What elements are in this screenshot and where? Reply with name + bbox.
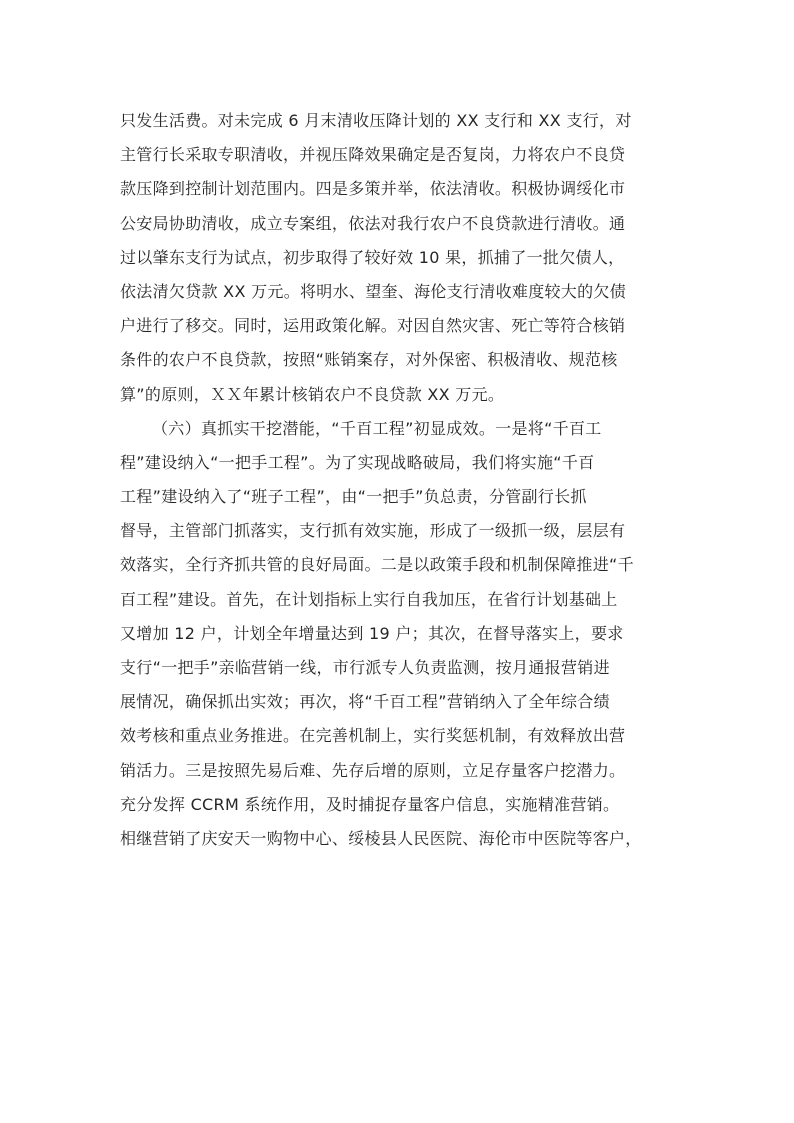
text-line: 程”建设纳入“一把手工程”。为了实现战略破局，我们将实施“千百 — [120, 452, 595, 472]
text-line: 百工程”建设。首先，在计划指标上实行自我加压，在省行计划基础上 — [120, 589, 618, 609]
text-line: 销活力。三是按照先易后难、先存后增的原则，立足存量客户挖潜力。 — [120, 760, 626, 780]
text-line: 相继营销了庆安天一购物中心、绥棱县人民医院、海伦市中医院等客户， — [120, 828, 642, 848]
text-line: 款压降到控制计划范围内。四是多策并举，依法清收。积极协调绥化市 — [120, 179, 626, 199]
text-line: 工程”建设纳入了“班子工程”，由“一把手”负总责，分管副行长抓 — [120, 487, 587, 507]
text-line: 效落实，全行齐抓共管的良好局面。二是以政策手段和机制保障推进“千 — [120, 555, 634, 575]
text-line: 算”的原则，ＸＸ年累计核销农户不良贷款 XX 万元。 — [120, 384, 505, 404]
text-line: 户进行了移交。同时，运用政策化解。对因自然灾害、死亡等符合核销 — [120, 316, 626, 336]
text-line: 展情况，确保抓出实效；再次，将“千百工程”营销纳入了全年综合绩 — [120, 692, 610, 712]
text-line: 又增加 12 户，计划全年增量达到 19 户；其次，在督导落实上，要求 — [120, 623, 624, 643]
text-line: 督导，主管部门抓落实，支行抓有效实施，形成了一级抓一级，层层有 — [120, 521, 626, 541]
text-line: 只发生活费。对未完成 6 月末清收压降计划的 XX 支行和 XX 支行，对 — [120, 111, 632, 130]
document-body — [120, 104, 674, 856]
text-line: 依法清欠贷款 XX 万元。将明水、望奎、海伦支行清收难度较大的欠债 — [120, 281, 626, 301]
text-line: 充分发挥 CCRM 系统作用，及时捕捉存量客户信息，实施精准营销。 — [120, 794, 620, 814]
text-line: 过以肇东支行为试点，初步取得了较好效 10 果，抓捕了一批欠债人， — [120, 247, 625, 267]
text-line: 效考核和重点业务推进。在完善机制上，实行奖惩机制，有效释放出营 — [120, 726, 626, 746]
text-line: 公安局协助清收，成立专案组，依法对我行农户不良贷款进行清收。通 — [120, 213, 626, 233]
text-line: 主管行长采取专职清收，并视压降效果确定是否复岗，力将农户不良贷 — [120, 145, 626, 165]
text-line: 支行“一把手”亲临营销一线，市行派专人负责监测，按月通报营销进 — [120, 658, 610, 677]
section-heading-line: （六）真抓实干挖潜能，“千百工程”初显成效。一是将“千百工 — [152, 418, 602, 438]
text-line: 条件的农户不良贷款，按照“账销案存，对外保密、积极清收、规范核 — [120, 350, 618, 370]
